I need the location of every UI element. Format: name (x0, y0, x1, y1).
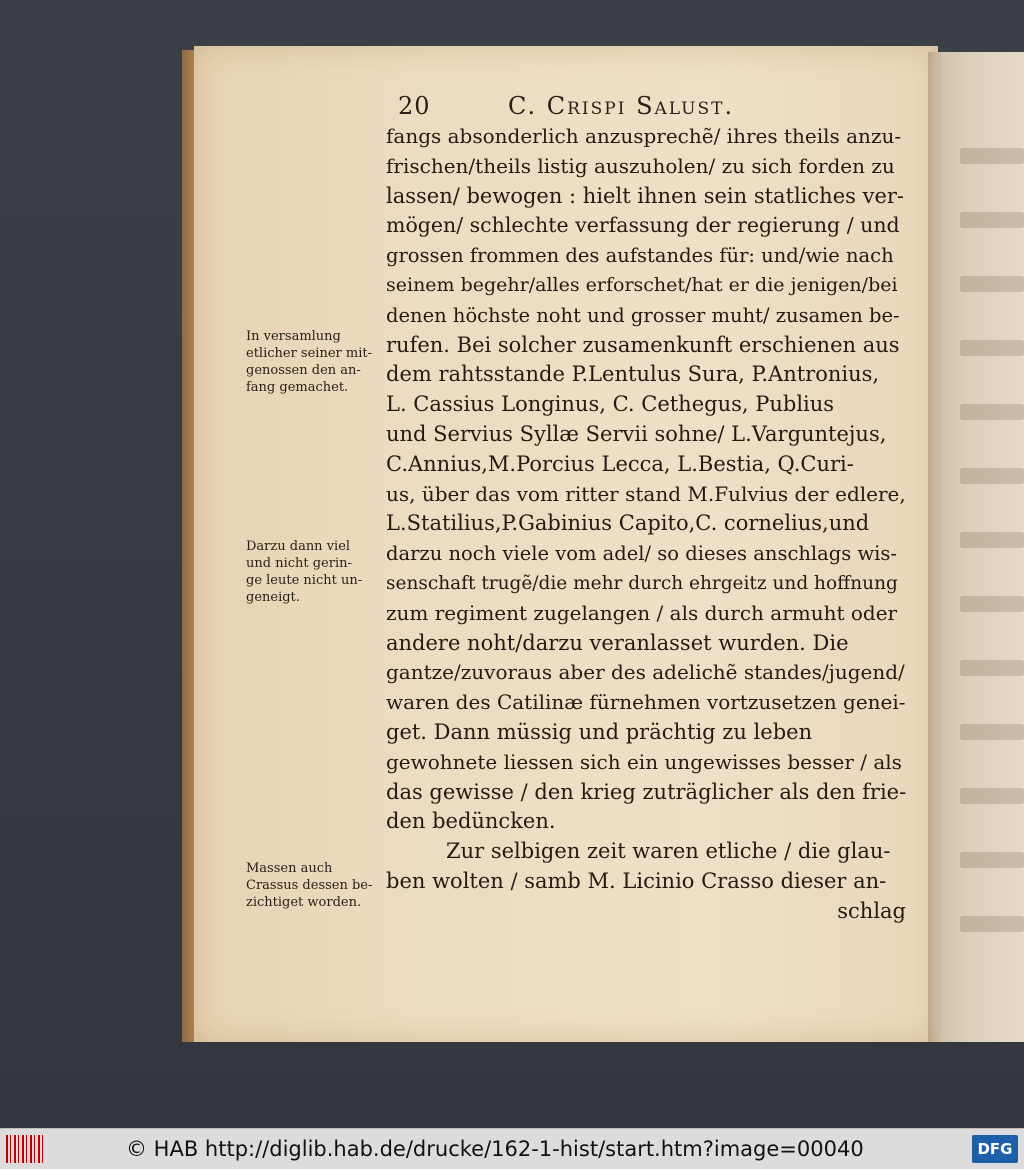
text-line: us, über das vom ritter stand M.Fulvius der edlere, (386, 481, 906, 506)
next-page-edge (936, 52, 1024, 1042)
text-line: gewohnete liessen sich ein ungewisses besser / als (386, 749, 902, 774)
page-header (398, 92, 898, 122)
page-number: 20 (398, 92, 431, 120)
text-line: lassen/ bewogen : hielt ihnen sein statliches ver- (386, 183, 905, 208)
text-line: und Servius Syllæ Servii sohne/ L.Varguntejus, (386, 421, 887, 446)
page-gutter (928, 52, 942, 1042)
text-line: senschaft trugẽ/die mehr durch ehrgeitz und hoffnung (386, 572, 898, 594)
text-line: fangs absonderlich anzusprechẽ/ ihres theils anzu- (386, 124, 902, 148)
running-head: C. Crispi Salust. (508, 92, 735, 120)
text-line: waren des Catilinæ fürnehmen vortzusetzen genei- (386, 690, 906, 715)
text-line: frischen/theils listig auszuholen/ zu sich forden zu (386, 153, 895, 178)
text-line: andere noht/darzu veranlasset wurden. Die (386, 630, 849, 655)
text-line: das gewisse / den krieg zuträglicher als den frie- (386, 779, 906, 804)
text-line: L.Statilius,P.Gabinius Capito,C. cornelius,und (386, 511, 870, 536)
footer-bar (0, 1128, 1024, 1169)
text-line: gantze/zuvoraus aber des adelichẽ standes/jugend/ (386, 660, 905, 685)
copyright-credit[interactable]: © HAB http://diglib.hab.de/drucke/162-1-hist/start.htm?image=00040 (126, 1137, 864, 1161)
text-line: den bedüncken. (386, 809, 556, 834)
text-line: rufen. Bei solcher zusamenkunft erschienen aus (386, 332, 900, 357)
body-text (386, 122, 906, 927)
text-line: schlag (837, 898, 906, 923)
margin-note-1: In versamlung etlicher seiner mit- genossen den an- fang gemachet. (246, 329, 372, 395)
text-line: C.Annius,M.Porcius Lecca, L.Bestia, Q.Curi- (386, 451, 854, 476)
text-line: grossen frommen des aufstandes für: und/wie nach (386, 244, 894, 268)
dfg-logo: DFG (972, 1135, 1018, 1163)
text-line: darzu noch viele vom adel/ so dieses anschlags wis- (386, 542, 898, 566)
text-line: dem rahtsstande P.Lentulus Sura, P.Antronius, (386, 362, 880, 387)
hab-barcode-logo (6, 1135, 46, 1163)
text-line: seinem begehr/alles erforschet/hat er die jenigen/bei (386, 273, 898, 296)
text-line: zum regiment zugelangen / als durch armuht oder (386, 600, 898, 625)
text-line: denen höchste noht und grosser muht/ zusamen be- (386, 303, 900, 327)
margin-note-3: Massen auch Crassus dessen be- zichtiget worden. (246, 861, 373, 910)
text-line: ben wolten / samb M. Licinio Crasso dieser an- (386, 868, 887, 893)
text-line: Zur selbigen zeit waren etliche / die glau- (446, 839, 891, 864)
margin-note-2: Darzu dann viel und nicht gerin- ge leute nicht un- geneigt. (246, 539, 363, 605)
text-line: L. Cassius Longinus, C. Cethegus, Publius (386, 392, 835, 417)
text-line: get. Dann müssig und prächtig zu leben (386, 719, 813, 744)
text-line: mögen/ schlechte verfassung der regierung / und (386, 213, 900, 238)
